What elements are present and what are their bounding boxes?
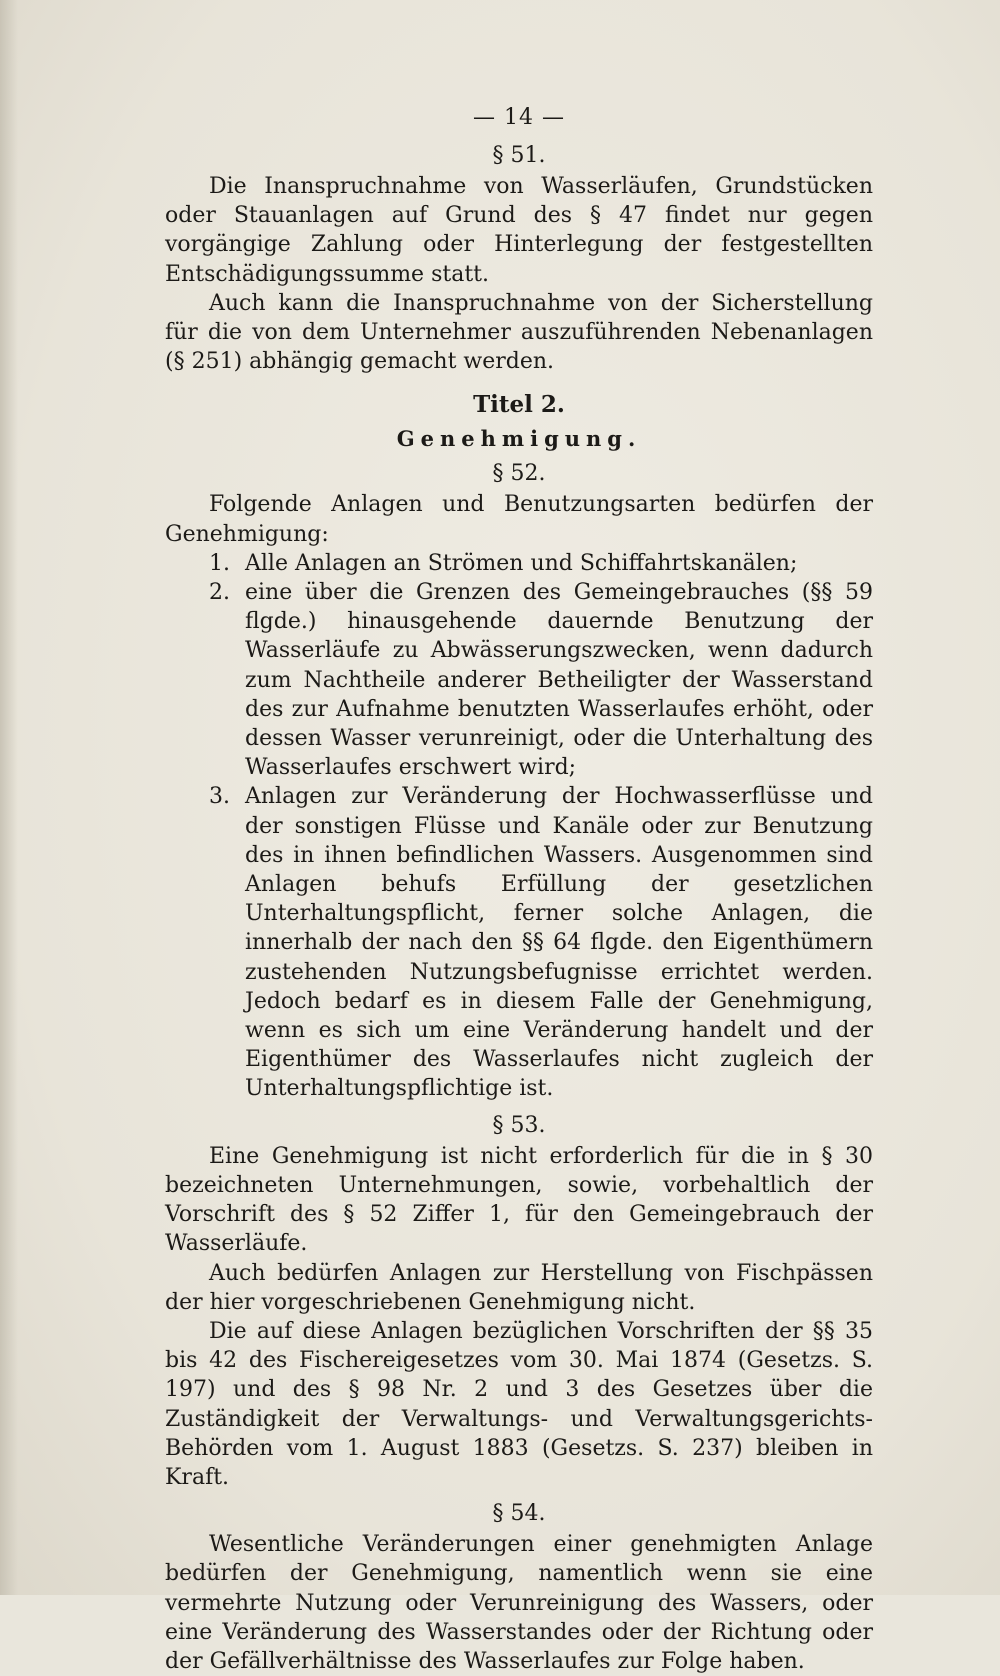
list-item-text: eine über die Grenzen des Gemeingebrauches (§§ 59 flgde.) hinausgehende dauernde Benutzung der Wasserläufe zu Abwässerungszwecken, wenn dadurch zum Nachtheile anderer Betheiligter der Wasserstand des zur Aufnahme benutzten Wasserlaufes erhöht, oder dessen Wasser verunreinigt, oder die Unterhaltung des Wasserlaufes erschwert wird; xyxy=(245,580,873,781)
paragraph-53-2: Auch bedürfen Anlagen zur Herstellung von Fischpässen der hier vorgeschriebenen Genehmigung nicht. xyxy=(165,1260,873,1315)
paragraph-53-3: Die auf diese Anlagen bezüglichen Vorschriften der §§ 35 bis 42 des Fischereigesetzes vom 30. Mai 1874 (Gesetzs. S. 197) und des § 98 Nr. 2 und 3 des Gesetzes über die Zuständigkeit der Verwaltungs- und Verwaltungsgerichts-Behörden vom 1. August 1883 (Gesetzs. S. 237) bleiben in Kraft. xyxy=(165,1318,873,1490)
list-item-text: Anlagen zur Veränderung der Hochwasserflüsse und der sonstigen Flüsse und Kanäle oder zur Benutzung des in ihnen befindlichen Wassers. Ausgenommen sind Anlagen behufs Erfüllung der gesetzlichen Unterhaltungspflicht, ferner solche Anlagen, die innerhalb der nach den §§ 64 flgde. den Eigenthümern zustehenden Nutzungsbefugnisse errichtet werden. Jedoch bedarf es in diesem Falle der Genehmigung, wenn es sich um eine Veränderung handelt und der Eigenthümer des Wasserlaufes nicht zugleich der Unterhaltungspflichtige ist. xyxy=(245,784,873,1102)
list-item-2 xyxy=(165,578,873,782)
paragraph-54-1: Wesentliche Veränderungen einer genehmigten Anlage bedürfen der Genehmigung, namentlich wenn sie eine vermehrte Nutzung oder Verunreinigung des Wassers, oder eine Veränderung des Wasserstandes oder der Richtung oder der Gefällverhältnisse des Wasserlaufes zur Folge haben. xyxy=(165,1532,873,1674)
title-heading: Titel 2. xyxy=(473,391,565,419)
section-heading-54: § 54. xyxy=(492,1501,546,1527)
list-item-number: 1. xyxy=(209,550,230,576)
list-item-number: 2. xyxy=(209,580,230,606)
list-item-1 xyxy=(165,549,873,578)
paragraph-51-2: Auch kann die Inanspruchnahme von der Sicherstellung für die von dem Unternehmer auszuführenden Nebenanlagen (§ 251) abhängig gemacht werden. xyxy=(165,290,873,375)
paragraph-52-intro: Folgende Anlagen und Benutzungsarten bedürfen der Genehmigung: xyxy=(165,492,873,547)
list-item-3 xyxy=(165,782,873,1103)
section-heading-51: § 51. xyxy=(492,143,546,168)
page-spine-shadow xyxy=(0,0,18,1595)
page-content xyxy=(165,98,873,1676)
paragraph-51-1: Die Inanspruchnahme von Wasserläufen, Grundstücken oder Stauanlagen auf Grund des § 47 findet nur gegen vorgängige Zahlung oder Hinterlegung der festgestellten Entschädigungssumme statt. xyxy=(165,174,873,287)
list-item-number: 3. xyxy=(209,784,230,810)
paragraph-53-1: Eine Genehmigung ist nicht erforderlich für die in § 30 bezeichneten Unternehmungen, sowie, vorbehaltlich der Vorschrift des § 52 Ziffer 1, für den Gemeingebrauch der Wasserläufe. xyxy=(165,1143,873,1257)
section-heading-52: § 52. xyxy=(492,461,546,487)
list-item-text: Alle Anlagen an Strömen und Schiffahrtskanälen; xyxy=(245,550,798,576)
title-subheading: Genehmigung. xyxy=(396,426,642,452)
page-number: — 14 — xyxy=(473,105,565,130)
section-heading-53: § 53. xyxy=(492,1112,546,1138)
